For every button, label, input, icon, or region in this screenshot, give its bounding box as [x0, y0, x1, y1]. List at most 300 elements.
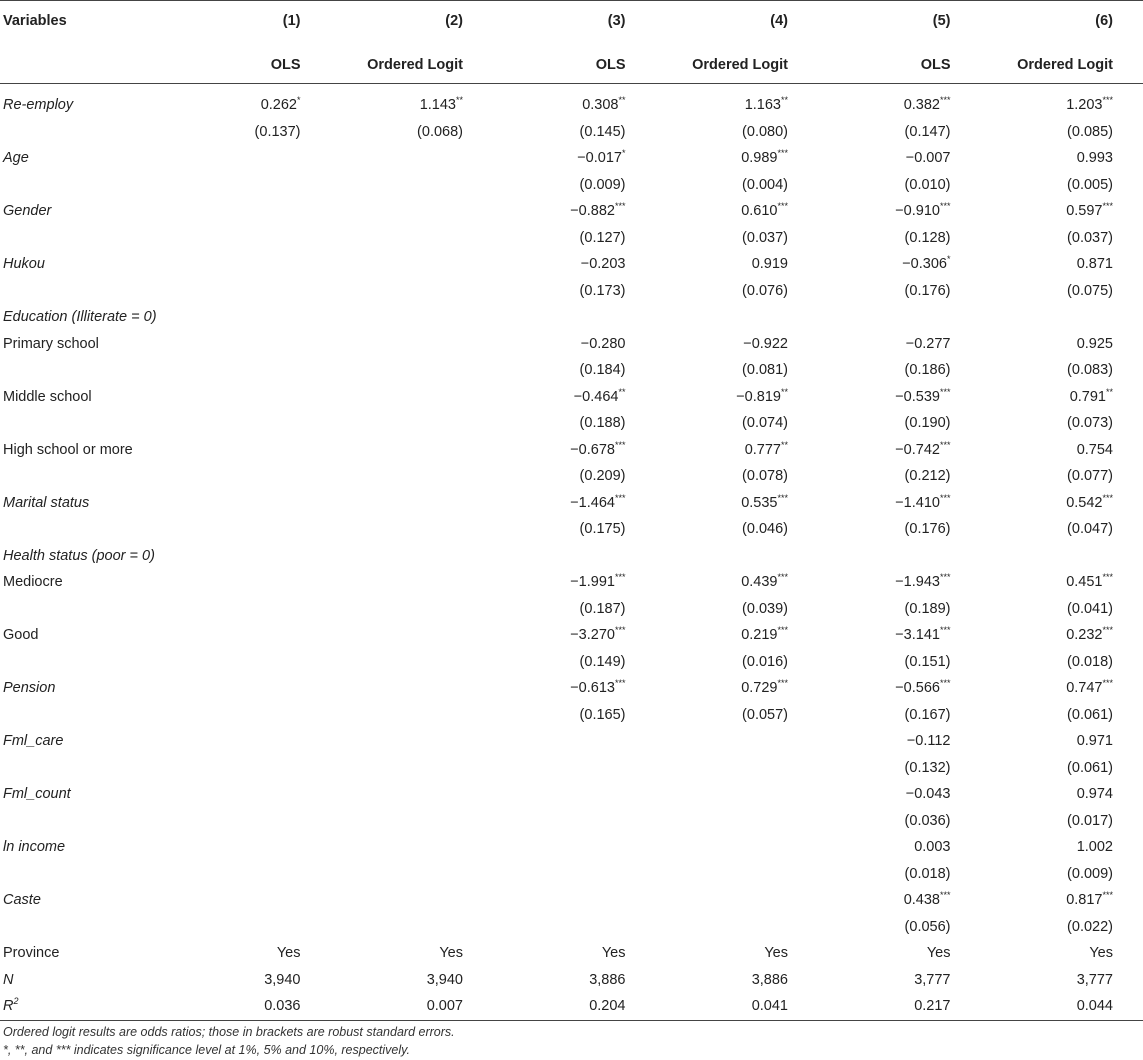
table-row [0, 516, 1143, 543]
row-label: Fml_count [3, 786, 71, 803]
cell-value [331, 808, 494, 835]
significance-stars: *** [1102, 492, 1113, 503]
cell-value [981, 304, 1143, 331]
cell-value: Yes [601, 945, 626, 962]
row-label [0, 914, 168, 941]
cell-value: −0.306* [902, 254, 951, 273]
cell-value [331, 516, 494, 543]
cell-value [168, 410, 331, 437]
row-label: Re-employ [3, 97, 74, 114]
row-label: Primary school [3, 335, 99, 352]
significance-stars: *** [939, 625, 951, 636]
table-row [0, 596, 1143, 623]
cell-value [168, 437, 331, 464]
row-label: Fml_care [3, 733, 64, 750]
table-row [0, 251, 1143, 278]
cell-value [168, 278, 331, 305]
significance-stars: *** [939, 386, 951, 397]
cell-value: (0.190) [904, 415, 951, 432]
cell-value: −3.141*** [895, 625, 951, 644]
col-method: Ordered Logit [1017, 57, 1113, 73]
table-row [0, 940, 1143, 967]
cell-value: (0.165) [579, 706, 626, 723]
significance-stars: ** [780, 439, 788, 450]
cell-value: 0.993 [1076, 150, 1113, 167]
cell-value: 3,777 [914, 971, 951, 988]
cell-value [656, 914, 819, 941]
cell-value: 0.041 [751, 998, 788, 1015]
significance-stars: *** [614, 572, 626, 583]
row-label [0, 649, 168, 676]
cell-value [656, 304, 819, 331]
col-number: (1) [282, 13, 301, 29]
cell-value [331, 463, 494, 490]
cell-value [331, 596, 494, 623]
table-row [0, 410, 1143, 437]
cell-value: (0.176) [904, 282, 951, 299]
cell-value: (0.046) [742, 521, 788, 538]
cell-value [656, 781, 819, 808]
cell-value: −1.464*** [570, 492, 626, 511]
cell-value: 0.791** [1069, 386, 1113, 405]
table-row [0, 463, 1143, 490]
cell-value: 3,886 [589, 971, 626, 988]
cell-value [168, 357, 331, 384]
cell-value [331, 649, 494, 676]
cell-value [168, 490, 331, 517]
cell-value: 0.971 [1076, 733, 1113, 750]
table-row [0, 834, 1143, 861]
cell-value: 3,940 [264, 971, 301, 988]
cell-value: −0.742*** [895, 439, 951, 458]
row-label: N [3, 971, 14, 988]
cell-value: (0.209) [579, 468, 626, 485]
header-row-methods [0, 47, 1143, 84]
cell-value [981, 543, 1143, 570]
cell-value: (0.187) [579, 600, 626, 617]
significance-stars: ** [618, 95, 626, 106]
table-row [0, 145, 1143, 172]
cell-value: 1.163** [744, 95, 788, 114]
cell-value: 0.777** [744, 439, 788, 458]
cell-value: 0.542*** [1066, 492, 1113, 511]
cell-value: (0.009) [1067, 865, 1113, 882]
table-row [0, 808, 1143, 835]
cell-value: (0.039) [742, 600, 788, 617]
table-row [0, 119, 1143, 146]
cell-value [331, 622, 494, 649]
table-row [0, 993, 1143, 1020]
table-row [0, 781, 1143, 808]
cell-value [168, 384, 331, 411]
cell-value [168, 861, 331, 888]
col-method: OLS [595, 57, 626, 73]
significance-stars: *** [939, 201, 951, 212]
cell-value: −0.043 [905, 786, 951, 803]
cell-value: −0.922 [743, 335, 788, 352]
cell-value: 0.535*** [741, 492, 788, 511]
cell-value [331, 304, 494, 331]
cell-value [168, 622, 331, 649]
cell-value: (0.151) [904, 653, 951, 670]
col-method: OLS [270, 57, 301, 73]
cell-value [331, 251, 494, 278]
significance-stars: *** [777, 148, 788, 159]
cell-value [656, 755, 819, 782]
cell-value: (0.004) [742, 176, 788, 193]
cell-value [331, 172, 494, 199]
cell-value [331, 861, 494, 888]
cell-value [493, 543, 656, 570]
cell-value: (0.076) [742, 282, 788, 299]
cell-value [331, 755, 494, 782]
cell-value [168, 172, 331, 199]
cell-value [493, 861, 656, 888]
cell-value: 0.729*** [741, 678, 788, 697]
col-number: (4) [770, 13, 788, 29]
significance-stars: *** [939, 572, 951, 583]
row-label [0, 808, 168, 835]
cell-value: 0.262* [260, 95, 301, 114]
cell-value: −1.410*** [895, 492, 951, 511]
cell-value: 0.754 [1076, 441, 1113, 458]
cell-value: 0.439*** [741, 572, 788, 591]
row-label [0, 702, 168, 729]
table-note-significance: *, **, and *** indicates significance level at 1%, 5% and 10%, respectively. [3, 1043, 410, 1057]
row-label [0, 357, 168, 384]
significance-stars: * [296, 95, 301, 106]
cell-value: 1.143** [419, 95, 463, 114]
cell-value: Yes [1089, 945, 1113, 962]
cell-value: (0.056) [904, 918, 951, 935]
cell-value [168, 702, 331, 729]
cell-value: Yes [926, 945, 951, 962]
significance-stars: * [946, 254, 951, 265]
cell-value [331, 357, 494, 384]
row-label: Marital status [3, 494, 90, 511]
cell-value: −0.910*** [895, 201, 951, 220]
row-label [0, 755, 168, 782]
cell-value [168, 463, 331, 490]
cell-value: (0.041) [1067, 600, 1113, 617]
cell-value [331, 331, 494, 358]
table-row [0, 84, 1143, 119]
cell-value: (0.018) [904, 865, 951, 882]
significance-stars: *** [777, 678, 788, 689]
table-row [0, 728, 1143, 755]
row-label: ln income [3, 839, 66, 856]
col-number: (3) [607, 13, 626, 29]
cell-value: 0.232*** [1066, 625, 1113, 644]
table-row [0, 622, 1143, 649]
cell-value [656, 543, 819, 570]
cell-value [493, 304, 656, 331]
cell-value: −0.678*** [570, 439, 626, 458]
table-row [0, 914, 1143, 941]
table-row [0, 967, 1143, 994]
cell-value [331, 914, 494, 941]
cell-value [331, 198, 494, 225]
cell-value: 0.817*** [1066, 890, 1113, 909]
cell-value: −0.566*** [895, 678, 951, 697]
cell-value: (0.173) [579, 282, 626, 299]
table-row [0, 649, 1143, 676]
cell-value: 0.989*** [741, 148, 788, 167]
cell-value: (0.057) [742, 706, 788, 723]
cell-value: −0.017* [577, 148, 626, 167]
significance-stars: ** [780, 95, 788, 106]
cell-value [168, 887, 331, 914]
cell-value: (0.145) [579, 123, 626, 140]
cell-value [168, 596, 331, 623]
cell-value: (0.212) [904, 468, 951, 485]
row-label [0, 463, 168, 490]
col-number: (5) [932, 13, 951, 29]
cell-value [168, 225, 331, 252]
significance-stars: *** [777, 492, 788, 503]
table-header [0, 1, 1143, 84]
cell-value [331, 225, 494, 252]
cell-value [331, 384, 494, 411]
row-label: Province [3, 945, 60, 962]
row-label [0, 861, 168, 888]
table-row [0, 172, 1143, 199]
row-label [0, 596, 168, 623]
row-label: Middle school [3, 388, 92, 405]
table-row [0, 278, 1143, 305]
cell-value [493, 781, 656, 808]
cell-value: (0.077) [1067, 468, 1113, 485]
cell-value: −0.819** [736, 386, 788, 405]
cell-value [168, 649, 331, 676]
row-label [0, 516, 168, 543]
cell-value [493, 808, 656, 835]
cell-value [656, 861, 819, 888]
table-note-odds: Ordered logit results are odds ratios; those in brackets are robust standard errors. [3, 1025, 455, 1039]
row-label: $R^2$ [3, 996, 19, 1015]
cell-value: 0.044 [1076, 998, 1113, 1015]
cell-value: (0.018) [1067, 653, 1113, 670]
cell-value: (0.068) [417, 123, 463, 140]
row-label [0, 410, 168, 437]
cell-value: 0.204 [589, 998, 626, 1015]
significance-stars: *** [939, 439, 951, 450]
table-row [0, 437, 1143, 464]
cell-value: (0.167) [904, 706, 951, 723]
table-row [0, 357, 1143, 384]
cell-value: 1.002 [1076, 839, 1113, 856]
cell-value: (0.085) [1067, 123, 1113, 140]
cell-value: Yes [764, 945, 788, 962]
cell-value: (0.175) [579, 521, 626, 538]
cell-value [331, 887, 494, 914]
cell-value [168, 834, 331, 861]
significance-stars: ** [455, 95, 463, 106]
cell-value: (0.128) [904, 229, 951, 246]
significance-stars: *** [614, 492, 626, 503]
cell-value: (0.017) [1067, 812, 1113, 829]
cell-value [331, 278, 494, 305]
cell-value [331, 410, 494, 437]
cell-value: 0.308** [582, 95, 626, 114]
cell-value: (0.074) [742, 415, 788, 432]
cell-value: 0.036 [264, 998, 301, 1015]
significance-stars: ** [1105, 386, 1113, 397]
table-row [0, 861, 1143, 888]
cell-value: (0.022) [1067, 918, 1113, 935]
cell-value: (0.037) [742, 229, 788, 246]
cell-value: 0.217 [914, 998, 951, 1015]
cell-value: 0.610*** [741, 201, 788, 220]
row-label: Gender [3, 203, 52, 220]
cell-value [168, 516, 331, 543]
cell-value: Yes [439, 945, 463, 962]
cell-value [168, 304, 331, 331]
cell-value: (0.189) [904, 600, 951, 617]
significance-stars: *** [1102, 625, 1113, 636]
significance-stars: *** [614, 201, 626, 212]
significance-stars: *** [1102, 201, 1113, 212]
cell-value: −0.280 [580, 335, 626, 352]
cell-value [168, 331, 331, 358]
significance-stars: *** [1102, 572, 1113, 583]
row-label [0, 225, 168, 252]
row-label [0, 278, 168, 305]
cell-value [656, 834, 819, 861]
cell-value: 0.871 [1076, 256, 1113, 273]
cell-value: (0.184) [579, 362, 626, 379]
table-row [0, 384, 1143, 411]
cell-value: 0.747*** [1066, 678, 1113, 697]
cell-value: 0.451*** [1066, 572, 1113, 591]
cell-value [656, 887, 819, 914]
cell-value [818, 304, 981, 331]
col-number: (2) [445, 13, 463, 29]
cell-value: (0.132) [904, 759, 951, 776]
cell-value [331, 675, 494, 702]
cell-value: 3,777 [1076, 971, 1113, 988]
cell-value [331, 569, 494, 596]
significance-stars: ** [780, 386, 788, 397]
cell-value [168, 569, 331, 596]
cell-value [168, 914, 331, 941]
cell-value [168, 251, 331, 278]
cell-value: (0.036) [904, 812, 951, 829]
significance-stars: *** [777, 572, 788, 583]
cell-value [493, 914, 656, 941]
row-label: Mediocre [3, 574, 63, 591]
cell-value: −0.203 [580, 256, 626, 273]
significance-stars: *** [1102, 95, 1113, 106]
cell-value: (0.005) [1067, 176, 1113, 193]
cell-value: −1.943*** [895, 572, 951, 591]
row-label: Education (Illiterate = 0) [3, 309, 157, 326]
cell-value: −0.464** [573, 386, 626, 405]
cell-value: (0.176) [904, 521, 951, 538]
cell-value: −1.991*** [570, 572, 626, 591]
cell-value [331, 490, 494, 517]
cell-value [331, 437, 494, 464]
cell-value [656, 808, 819, 835]
cell-value: 0.597*** [1066, 201, 1113, 220]
table-row [0, 304, 1143, 331]
cell-value: (0.081) [742, 362, 788, 379]
row-label: Good [3, 627, 39, 644]
significance-stars: *** [614, 439, 626, 450]
table-row [0, 543, 1143, 570]
cell-value: 0.919 [751, 256, 788, 273]
cell-value: 1.203*** [1066, 95, 1113, 114]
col-number: (6) [1095, 13, 1113, 29]
cell-value [168, 808, 331, 835]
significance-stars: *** [1102, 890, 1113, 901]
header-row-numbers [0, 1, 1143, 48]
row-label: Hukou [3, 256, 45, 273]
cell-value: (0.083) [1067, 362, 1113, 379]
cell-value: −3.270*** [570, 625, 626, 644]
cell-value: −0.277 [905, 335, 951, 352]
cell-value [818, 543, 981, 570]
cell-value [493, 887, 656, 914]
table-row [0, 755, 1143, 782]
cell-value: −0.007 [905, 150, 951, 167]
table-row [0, 675, 1143, 702]
cell-value: (0.188) [579, 415, 626, 432]
cell-value: (0.037) [1067, 229, 1113, 246]
cell-value: (0.186) [904, 362, 951, 379]
row-label [0, 119, 168, 146]
cell-value [168, 543, 331, 570]
cell-value: (0.016) [742, 653, 788, 670]
cell-value [331, 781, 494, 808]
significance-stars: *** [939, 890, 951, 901]
cell-value: 0.219*** [741, 625, 788, 644]
cell-value: (0.127) [579, 229, 626, 246]
table-row [0, 887, 1143, 914]
cell-value [331, 834, 494, 861]
cell-value: 0.382*** [903, 95, 951, 114]
cell-value: (0.137) [254, 123, 301, 140]
cell-value [331, 702, 494, 729]
table-row [0, 331, 1143, 358]
row-label: Caste [3, 892, 41, 909]
table-row [0, 225, 1143, 252]
cell-value: 0.007 [426, 998, 463, 1015]
cell-value [331, 145, 494, 172]
cell-value [168, 728, 331, 755]
significance-stars: *** [1102, 678, 1113, 689]
cell-value: −0.882*** [570, 201, 626, 220]
table-row [0, 702, 1143, 729]
cell-value [331, 728, 494, 755]
col-method: Ordered Logit [692, 57, 788, 73]
row-label: Pension [3, 680, 56, 697]
cell-value [168, 145, 331, 172]
table-row [0, 490, 1143, 517]
superscript: 2 [13, 996, 19, 1007]
row-label: Health status (poor = 0) [3, 547, 155, 564]
cell-value: (0.061) [1067, 706, 1113, 723]
cell-value [168, 755, 331, 782]
cell-value [493, 755, 656, 782]
cell-value: −0.539*** [895, 386, 951, 405]
cell-value [493, 728, 656, 755]
cell-value: −0.112 [906, 733, 951, 750]
row-label: Age [3, 150, 29, 167]
significance-stars: *** [777, 625, 788, 636]
significance-stars: *** [614, 625, 626, 636]
cell-value: (0.080) [742, 123, 788, 140]
